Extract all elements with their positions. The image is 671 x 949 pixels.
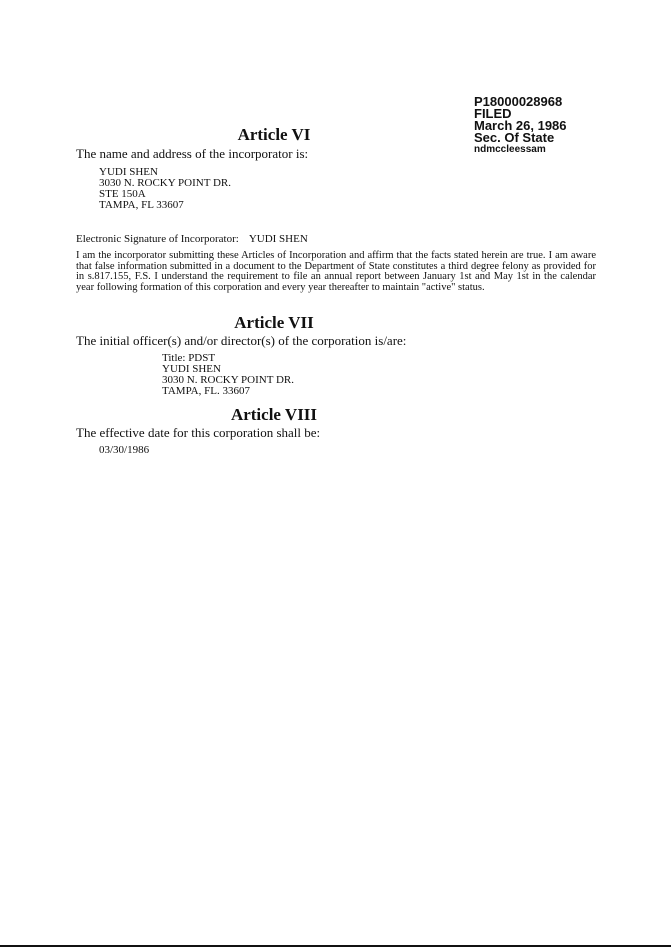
article-7-intro: The initial officer(s) and/or director(s) of the corporation is/are: (76, 333, 407, 348)
officer-line: YUDI SHEN (162, 363, 221, 375)
affirmation-paragraph: I am the incorporator submitting these Articles of Incorporation and affirm that the facts stated herein are true. I am aware that false information submitted in a document to the Department of State constitutes a third degree felony as provided for in s.817.155, F.S. I understand the requirement to file an annual report between January 1st and May 1st in the calendar year following formation of this corporation and every year thereafter to maintain "active" status. (76, 250, 596, 293)
officer-block (162, 353, 294, 397)
address-line: YUDI SHEN (99, 166, 158, 178)
article-6-heading: Article VI (237, 125, 311, 144)
article-7-heading: Article VII (234, 313, 314, 332)
page-bottom-rule (0, 945, 671, 947)
article-8-intro: The effective date for this corporation shall be: (76, 425, 321, 440)
stamp-clerk: ndmccleessam (474, 144, 546, 155)
incorporator-address (99, 167, 231, 211)
effective-date: 03/30/1986 (99, 444, 150, 456)
address-line: TAMPA, FL 33607 (99, 199, 184, 211)
address-line: STE 150A (99, 188, 146, 200)
stamp-document-number: P18000028968 (474, 94, 563, 109)
address-line: 3030 N. ROCKY POINT DR. (99, 177, 232, 189)
stamp-status: FILED (474, 106, 512, 121)
article-8-heading: Article VIII (230, 405, 318, 424)
stamp-office: Sec. Of State (474, 130, 555, 145)
electronic-signature (76, 233, 308, 245)
signature-label: Electronic Signature of Incorporator: (76, 233, 239, 245)
officer-line: 3030 N. ROCKY POINT DR. (162, 374, 295, 386)
officer-line: Title: PDST (162, 352, 216, 364)
officer-line: TAMPA, FL. 33607 (162, 385, 250, 397)
article-6-intro: The name and address of the incorporator is: (76, 146, 309, 161)
stamp-date: March 26, 1986 (474, 118, 567, 133)
signature-name: YUDI SHEN (248, 233, 308, 245)
